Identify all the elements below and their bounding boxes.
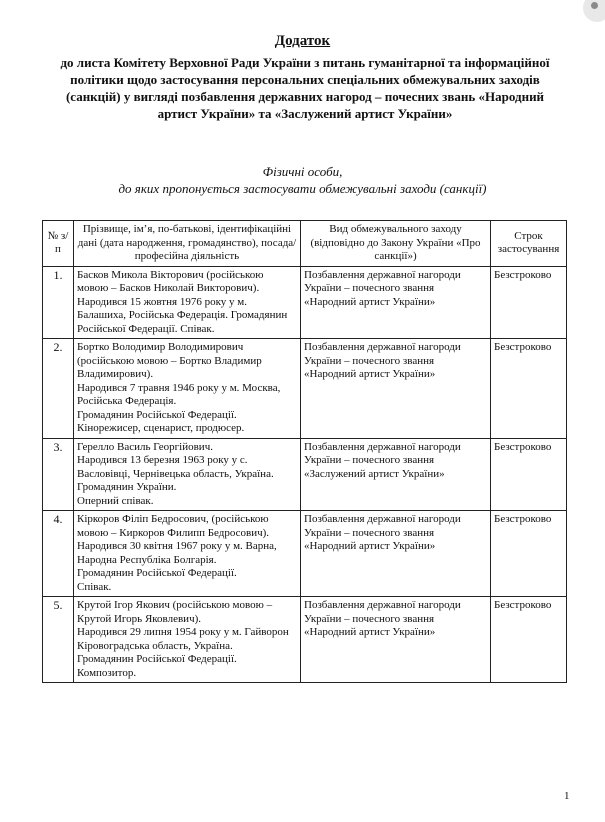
row-number: 4. <box>43 511 74 597</box>
document-subtitle: до листа Комітету Верховної Ради України з питань гуманітарної та інформаційної політики щодо застосування персональних спеціальних обмежувальних заходів (санкцій) у вигляді позбавлення державних нагород – почесних звань «Народний артист України» та «Заслужений артист України» <box>60 55 550 121</box>
dot-icon <box>591 2 598 9</box>
document-title: Додаток <box>274 33 331 49</box>
sanction-measure: Позбавлення державної нагороди України – почесного звання «Народний артист України» <box>301 511 491 597</box>
person-info-line: Громадянин України. <box>77 481 177 493</box>
person-info <box>74 266 301 339</box>
sanction-term: Безстроково <box>491 438 567 511</box>
person-info-line: Народився 7 травня 1946 року у м. Москва, Російська Федерація. <box>77 381 281 407</box>
sanctions-table <box>42 220 567 683</box>
sanction-measure: Позбавлення державної нагороди України – почесного звання «Народний артист України» <box>301 339 491 439</box>
row-number: 1. <box>43 266 74 339</box>
sanction-term: Безстроково <box>491 597 567 683</box>
person-info <box>74 438 301 511</box>
person-info-line: Народився 29 липня 1954 року у м. Гайворон Кіровоградська область, Україна. <box>77 626 289 652</box>
menu-dot-button[interactable] <box>583 0 605 22</box>
table-row <box>43 438 567 511</box>
table-row <box>43 511 567 597</box>
row-number: 2. <box>43 339 74 439</box>
table-row <box>43 597 567 683</box>
person-info-line: Народився 13 березня 1963 року у с. Васловівці, Чернівецька область, Україна. <box>77 454 274 480</box>
section-heading-line-1: Фізичні особи, <box>262 164 343 179</box>
person-info-line: Народився 30 квітня 1967 року у м. Варна, Народна Республіка Болгарія. <box>77 540 277 566</box>
header-measure: Вид обмежувального заходу (відповідно до Закону України «Про санкції») <box>301 221 491 267</box>
person-info-line: Крутой Ігор Якович (російською мовою – Крутой Игорь Яковлевич). <box>77 599 273 625</box>
person-info-line: Кінорежисер, сценарист, продюсер. <box>77 422 245 434</box>
sanction-term: Безстроково <box>491 266 567 339</box>
sanction-term: Безстроково <box>491 511 567 597</box>
table-row <box>43 266 567 339</box>
page-number: 1 <box>564 790 570 802</box>
sanction-term: Безстроково <box>491 339 567 439</box>
person-info-line: Оперний співак. <box>77 494 154 507</box>
person-info-line: Композитор. <box>77 666 137 679</box>
person-info-line: Кіркоров Філіп Бедросович, (російською мовою – Киркоров Филипп Бедросович). <box>77 513 270 539</box>
person-info-line: Бортко Володимир Володимирович (російською мовою – Бортко Владимир Владимирович). <box>77 341 262 380</box>
person-info <box>74 339 301 439</box>
person-info-line: Герелло Василь Георгійович. <box>77 440 213 453</box>
person-info <box>74 511 301 597</box>
person-info-line: Громадянин Російської Федерації. <box>77 567 237 579</box>
row-number: 3. <box>43 438 74 511</box>
section-heading <box>40 163 565 197</box>
person-info-line: Співак. <box>77 580 112 593</box>
header-num: № з/п <box>43 221 74 267</box>
person-info <box>74 597 301 683</box>
header-person: Прізвище, ім’я, по-батькові, ідентифікаційні дані (дата народження, громадянство), посада/професійна діяльність <box>74 221 301 267</box>
table-row <box>43 339 567 439</box>
person-info-line: Громадянин Російської Федерації. <box>77 653 237 665</box>
table-header-row <box>43 221 567 267</box>
person-info-line: Народився 15 жовтня 1976 року у м. Балашиха, Російська Федерація. Громадянин Російської Федерації. Співак. <box>77 295 288 335</box>
person-info-line: Басков Микола Вікторович (російською мовою – Басков Николай Викторович). <box>77 268 264 294</box>
sanction-measure: Позбавлення державної нагороди України – почесного звання «Народний артист України» <box>301 597 491 683</box>
header-term: Строк застосування <box>491 221 567 267</box>
sanction-measure: Позбавлення державної нагороди України – почесного звання «Заслужений артист України» <box>301 438 491 511</box>
person-info-line: Громадянин Російської Федерації. <box>77 408 237 421</box>
sanction-measure: Позбавлення державної нагороди України – почесного звання «Народний артист України» <box>301 266 491 339</box>
section-heading-line-2: до яких пропонується застосувати обмежувальні заходи (санкції) <box>118 181 487 196</box>
table-body <box>43 266 567 683</box>
row-number: 5. <box>43 597 74 683</box>
